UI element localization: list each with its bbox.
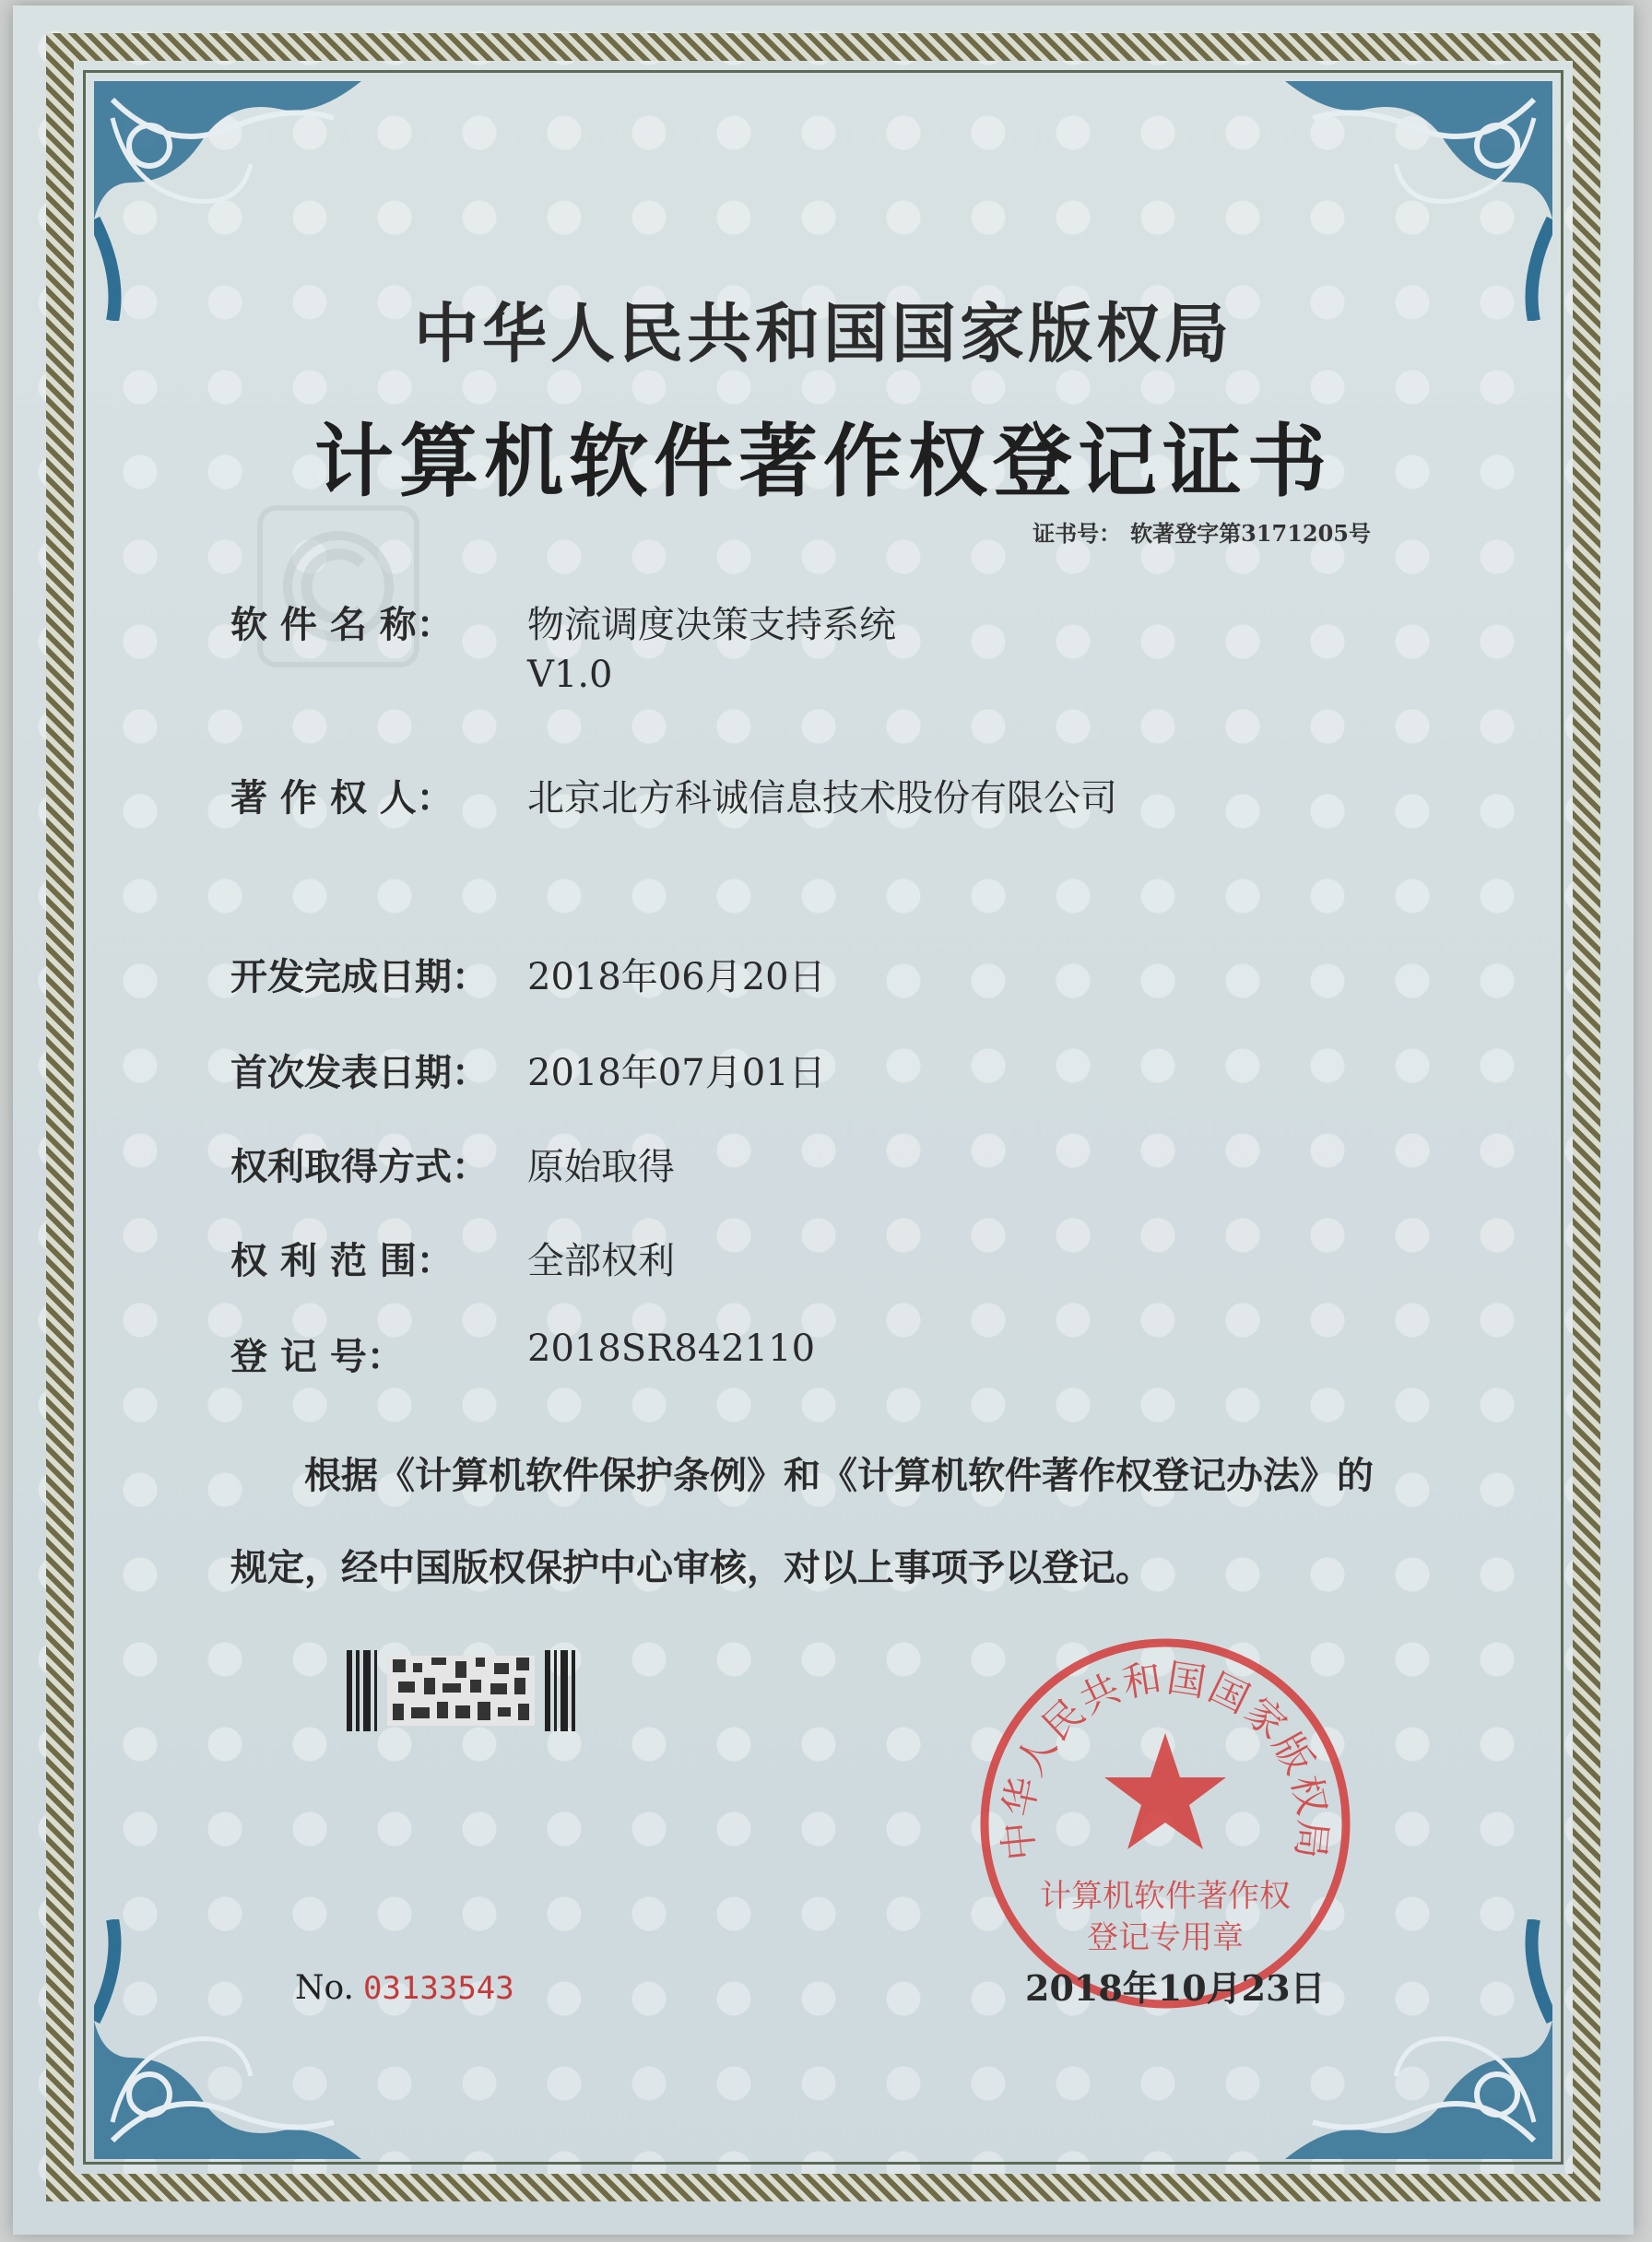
- field-value-version: V1.0: [527, 654, 613, 696]
- field-value: 原始取得: [527, 1146, 675, 1188]
- field-label: 开发完成日期：: [230, 955, 489, 998]
- serial-number: [295, 1969, 514, 2007]
- certificate-number-value: 软著登字第3171205号: [1130, 520, 1371, 547]
- field-acquisition-method: [230, 1138, 675, 1190]
- field-label: 软 件 名 称：: [230, 603, 454, 646]
- certificate-number: [1023, 515, 1371, 548]
- field-value: 2018年06月20日: [527, 956, 826, 998]
- field-rights-scope: [230, 1232, 675, 1284]
- statement-line-2: 规定，经中国版权保护中心审核，对以上事项予以登记。: [230, 1546, 1152, 1589]
- certificate-number-label: 证书号：: [1032, 520, 1122, 547]
- field-value: 2018年07月01日: [527, 1052, 826, 1094]
- seal-inner-line-2: 登记专用章: [1087, 1919, 1244, 1956]
- corner-ornament-icon: [94, 1919, 361, 2159]
- field-value: 全部权利: [527, 1240, 675, 1282]
- field-label: 登 记 号：: [230, 1335, 404, 1378]
- seal-inner-line-1: 计算机软件著作权: [1040, 1878, 1291, 1915]
- field-completion-date: [230, 948, 826, 1000]
- field-registration-number: [230, 1328, 815, 1380]
- certificate-title: 计算机软件著作权登记证书: [314, 415, 1332, 508]
- serial-value: 03133543: [362, 1970, 514, 2007]
- field-label: 著 作 权 人：: [230, 776, 454, 820]
- certificate-paper: [13, 6, 1634, 2235]
- field-label: 权利取得方式：: [230, 1145, 489, 1188]
- statement-paragraph: [230, 1430, 1484, 1614]
- barcode-icon: [347, 1650, 577, 1731]
- field-value: 北京北方科诚信息技术股份有限公司: [527, 777, 1117, 820]
- official-seal: [972, 1630, 1359, 2017]
- field-label: 权 利 范 围：: [230, 1239, 454, 1282]
- field-software-name: [230, 596, 896, 696]
- issuing-authority: 中华人民共和国国家版权局: [414, 295, 1233, 372]
- seal-outer-text: 中华人民共和国国家版权局: [994, 1655, 1337, 1863]
- issue-date: 2018年10月23日: [1025, 1967, 1326, 2009]
- field-label: 首次发表日期：: [230, 1051, 489, 1094]
- field-value: 2018SR842110: [527, 1328, 816, 1370]
- field-value: 物流调度决策支持系统: [527, 604, 896, 646]
- field-publish-date: [230, 1044, 826, 1096]
- field-copyright-owner: [230, 769, 1117, 821]
- star-icon: [1104, 1733, 1226, 1849]
- serial-label: No.: [295, 1969, 354, 2007]
- statement-line-1: 根据《计算机软件保护条例》和《计算机软件著作权登记办法》的: [304, 1454, 1374, 1497]
